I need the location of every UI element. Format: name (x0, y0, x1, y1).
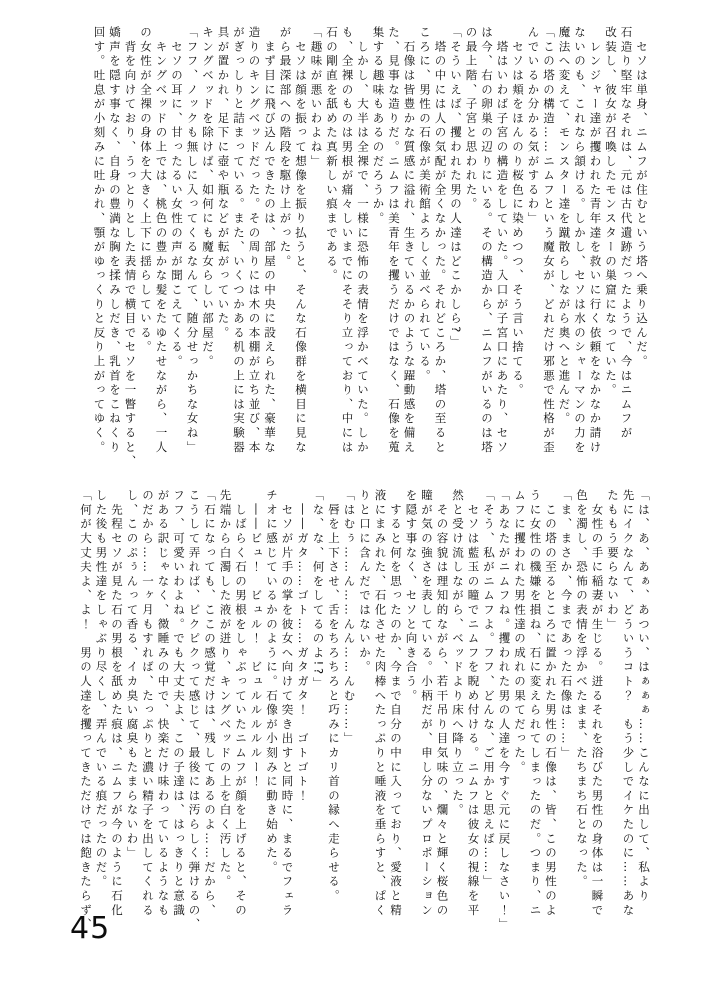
text-column: 女性の手に稲妻が生じる。迸るそれを浴びた男性の身体は一瞬で (590, 489, 605, 918)
text-column: 「趣味が悪いわよね」 (309, 26, 324, 169)
text-column: こうして弄れば、ピクピクって感じて、最後には汚らしく弾けるの、 (187, 489, 202, 933)
text-column: がある訳じゃなく、微睡みの中で、快楽だけ味わっているようなも (156, 489, 171, 918)
text-column: 魔法へ変えて、モンスター達を蹴散らしながら奥へと進んだ。 (557, 26, 572, 427)
text-column: 「フフ、ノックも無しに入ってくるなんて、随分せっかちな女ね」 (185, 26, 200, 455)
text-column: ころに、男性の石像が美術館よろしく並べられている。 (418, 26, 432, 384)
text-column: 「石になっても、ここの感覚だけは、残してあるのよ……だから、 (203, 489, 217, 918)
text-column: セソは頬をほんのり桜色に染めつつ、そう言い捨てる。 (511, 26, 525, 398)
text-column: を隠す事なく、セソと向き合う。 (404, 489, 419, 704)
text-column: 「な、な、何をしてるのよ!?」 (311, 489, 326, 692)
text-column: の最上階、子宮と思われた。 (464, 26, 479, 212)
text-column: 「は、あ、あぁ、あつい、はぁぁぁ……こんなに出して、私より (637, 489, 651, 904)
text-column: 液にまみれた、石化させた肉棒へたっぷりと唾液を垂らすと、ぱく (373, 489, 388, 918)
text-column: んでいるか分かる気がするわ」 (526, 26, 541, 227)
text-column: 背を向けており、うっとりとした表情で横目でセソを一瞥すると、 (123, 26, 138, 470)
text-column: セソの耳に、甘ったるい女性の声が聞こえてくる。 (170, 26, 184, 370)
page-number: 45 (70, 911, 111, 946)
text-column: 色を濁し、恐怖の表情を浮かべたまま、たちまち石となった。 (575, 489, 589, 890)
text-column: 「はむぅ……ん……んん……んむ……」 (342, 489, 357, 747)
text-column: がら最深部への階段を駆け上がった。 (278, 26, 293, 270)
text-column: セソが片手の掌を彼女へ向けて突き出すと同時に、まるでフェラ (280, 489, 295, 918)
text-column: 「何が大丈夫よ、よ！ 男の人達を攫ってきただけでは飽きたらず、 (79, 489, 93, 933)
text-column: 石像は皆豊かな質感に溢れ、生きているかのような躍動感を備え (402, 26, 417, 455)
story-text-block-bottom (78, 489, 652, 963)
text-column: 具が置かれ、足下に壺や瓶などが転がっていた。 (216, 26, 231, 341)
text-column: のだから……一ヶ月もすれば、たっぷりと濃い精子を出してくれる (141, 489, 155, 918)
text-column: まず目に飛び込んできたのは、部屋の中央に設えられた、豪華な (263, 26, 277, 455)
text-column: 嬌声を隠す事なく、自身の豊満な胸を揉みしだき、乳首をこねくり (108, 26, 122, 455)
text-column: 「そう、私がニムフよ。フフ、どんな、ご用かと思えば……」 (482, 489, 496, 890)
text-column: 石の剛直を舐めた真新しい痕まである。 (325, 26, 339, 284)
text-column: うに女性の機嫌を損ね、石に変えられてしまったのだ。つまり、ニ (528, 489, 543, 918)
text-column: し、このぷぅんって香る、イカ臭い腐臭もたまらないわ」 (125, 489, 140, 861)
text-column: 先端から白濁した液が迸り、キングベッドの上を白く汚した。 (218, 489, 233, 890)
text-column: ないのも、これなら頷ける。しかし、セソは水のシャーマンの力を (573, 26, 587, 455)
text-column: 石造り堅牢なそれは、元は古代遺跡だったようで、今はニムフが (619, 26, 634, 441)
text-column: セソは藍玉の瞳でニムフを睨め付ける。ニムフは彼女の視線を平 (466, 489, 481, 918)
text-column: 塔の中には人の気配が全くなかった。それどころか、塔の至ると (433, 26, 448, 455)
text-column: も、全裸のものは男根が痛々しいまでにそそり立っており、中には (340, 26, 355, 455)
text-column: 造りのキングベッドだった。その周りには木の本棚が立ち並び、本 (247, 26, 262, 455)
text-column: がぎっしりと詰まっている。また、いくつかある机の上には実験器 (232, 26, 246, 455)
text-column: ムフに攫われた男性達の成れの果てだった。 (513, 489, 527, 775)
text-column: 先程セソが見た石の男根を舐めた痕は、ニムフが今のように石化 (110, 489, 124, 918)
text-column: その容貌は理知的ながら、若干吊り目気味の、爛々と輝く桜色の (435, 489, 450, 918)
story-text-block-top (91, 26, 649, 494)
text-column: レンジャー達が攫われた青年達を救いに行く依頼をなかなか請け (588, 26, 603, 455)
text-column: た、見事な造りだ。ニムフは美青年を攫うだけではなく、石像を蒐 (387, 26, 401, 455)
text-column: 「この塔の構造……ニムフという魔女が、どれだけ邪悪で性格が歪 (542, 26, 556, 455)
text-column: フフ、可愛いわよね。でも大丈夫よ、この子達は、はっきりと意識 (172, 489, 186, 918)
text-column: たももう要らないわ」 (606, 489, 620, 632)
text-column: 唇を上下させ、舌をちろちろと巧みにカリ首の縁へ走らせる。 (327, 489, 341, 904)
text-column: しかし、大半は全裸で、一様に恐怖の表情を浮かべていた。しか (356, 26, 370, 455)
text-column: りと口に含んだではないか。 (358, 489, 372, 675)
text-column: 瞳が気の強さを表している。小柄だが、申し分ないプロポーション (420, 489, 434, 918)
text-column: 改装し、彼女が召喚したモンスターの巣窟になっていた。 (604, 26, 618, 398)
text-column: の女性が全裸の身体を大きく上下に揺らしている。 (139, 26, 153, 355)
text-column: は今、右の卵巣の辺りにいる。その構造から、ニムフがいるのは塔 (480, 26, 494, 455)
text-column: 然と受け流しながら、ベッドより床へ降り立った。 (451, 489, 465, 818)
text-column: 「そういえば、攫われた男の人達はどこかしら?」 (449, 26, 463, 350)
text-column: ――ガタ……ゴト……ガタガタ！ ゴトゴト！ (296, 489, 310, 804)
text-column: この塔の至るところに置かれた男性の石像は、皆、この男性のよ (544, 489, 558, 918)
text-column: 集する趣味もあるのだろうか。 (371, 26, 386, 227)
text-column: 先にイクなんて、どういうコト？ もう少しでイケたのに……あな (621, 489, 636, 918)
text-column: チオに感じているかのように。石像が小刻みに動き始めた。 (265, 489, 279, 876)
text-column: セソは顔を振って想像を振り払うと、そんな石像群を横目に見な (294, 26, 308, 455)
text-column: 「あなたがニムフね。攫われた男の人達を今すぐ元に戻しなさい！」 (497, 489, 512, 933)
text-column: すると何を思ったのか、今まで自分の中に入っており、愛液と精 (389, 489, 403, 918)
text-column: キングベッドを除けば、如何にも魔女らしい部屋だ。 (201, 26, 215, 370)
text-column: 「ま、まさか、今まであった石像は……」 (559, 489, 574, 761)
text-column: キングベッドの上では、桃色の豊かな髪をたゆたせながら、一人 (154, 26, 169, 455)
text-column: セソは単身、ニムフが住むという塔へ乗り込んだ。 (635, 26, 649, 370)
text-column: しばらく石の男根をしゃぶっていたニムフが顔を上げると、その (234, 489, 248, 918)
text-column: した後も男性達をしゃぶり尽くし、弄んでいる痕だったのだ。 (94, 489, 109, 890)
text-column: 回す。吐息が小刻みに吐かれ、顎がゆっくりと反り上がってゆく。 (92, 26, 107, 455)
text-column: ――ビュ！ ビュル！ ビュルルルルルー！ (249, 489, 264, 790)
text-column: 塔はいわば子宮の構造をしていた。入口が子宮口にあたり、セソ (495, 26, 510, 455)
